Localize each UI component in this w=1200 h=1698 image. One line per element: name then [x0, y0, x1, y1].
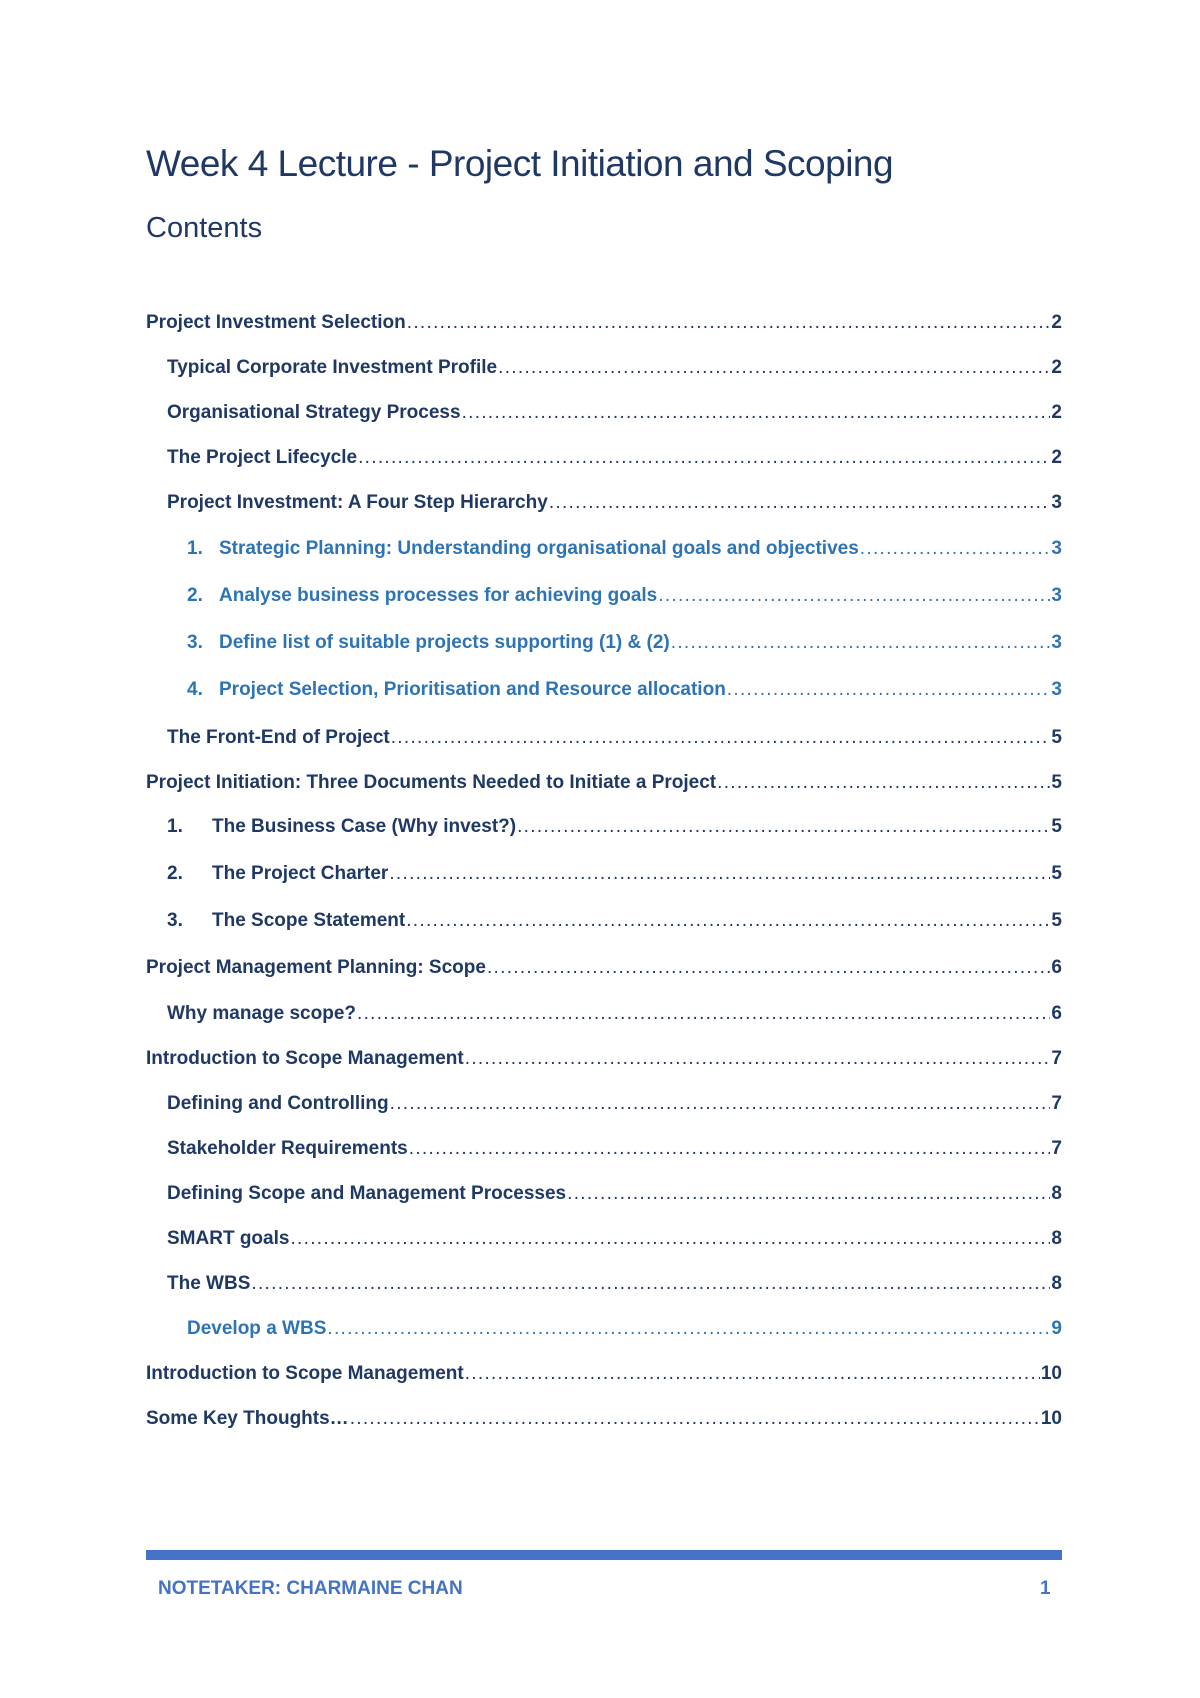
toc-entry-page: 3	[1051, 632, 1062, 653]
toc-leader	[391, 727, 1051, 749]
toc-entry-text: The Business Case (Why invest?)	[212, 816, 517, 837]
toc-entry-page: 5	[1051, 863, 1062, 884]
toc-entry-text: Stakeholder Requirements	[167, 1138, 408, 1159]
toc-entry-text: Organisational Strategy Process	[167, 402, 461, 423]
toc-leader	[462, 402, 1051, 424]
toc-entry-page: 7	[1051, 1138, 1062, 1159]
toc-leader	[357, 1003, 1050, 1025]
toc-entry-page: 5	[1051, 910, 1062, 931]
toc-entry-text: Why manage scope?	[167, 1003, 356, 1024]
toc-entry[interactable]	[146, 1363, 1062, 1389]
toc-leader	[465, 1363, 1040, 1385]
toc-leader	[327, 1318, 1050, 1340]
toc-entry-page: 6	[1051, 957, 1062, 978]
toc-entry-page: 3	[1051, 538, 1062, 559]
toc-entry-text: The Scope Statement	[212, 910, 406, 931]
toc-leader	[671, 632, 1051, 654]
toc-entry-page: 3	[1051, 585, 1062, 606]
toc-entry-text: Project Investment Selection	[146, 312, 406, 333]
toc-entry-text: Project Management Planning: Scope	[146, 957, 486, 978]
toc-entry-page: 9	[1051, 1318, 1062, 1339]
toc-leader	[727, 679, 1051, 701]
toc-entry-page: 2	[1051, 357, 1062, 378]
toc-leader	[567, 1183, 1050, 1205]
toc-entry-text: Define list of suitable projects supporting (1) & (2)	[219, 632, 670, 653]
toc-entry-text: SMART goals	[167, 1228, 290, 1249]
toc-leader	[658, 585, 1050, 607]
toc-entry[interactable]	[187, 585, 1062, 611]
toc-entry-number: 2.	[187, 585, 203, 606]
toc-entry-page: 8	[1051, 1228, 1062, 1249]
toc-entry[interactable]	[146, 957, 1062, 983]
toc-entry-text: The WBS	[167, 1273, 251, 1294]
toc-entry-page: 3	[1051, 679, 1062, 700]
toc-entry[interactable]	[167, 402, 1062, 428]
toc-entry[interactable]	[167, 447, 1062, 473]
toc-entry[interactable]	[146, 1408, 1062, 1434]
toc-entry-text: Defining Scope and Management Processes	[167, 1183, 567, 1204]
footer-notetaker: NOTETAKER: CHARMAINE CHAN	[158, 1578, 463, 1599]
toc-leader	[409, 1138, 1051, 1160]
toc-entry[interactable]	[146, 1048, 1062, 1074]
toc-entry[interactable]	[146, 312, 1062, 338]
footer-rule	[146, 1550, 1062, 1560]
toc-entry-text: Strategic Planning: Understanding organisational goals and objectives	[219, 538, 859, 559]
toc-entry-number: 3.	[167, 910, 183, 931]
toc-entry-page: 3	[1051, 492, 1062, 513]
toc-entry-page: 8	[1051, 1183, 1062, 1204]
toc-entry-page: 5	[1051, 727, 1062, 748]
toc-entry[interactable]	[187, 632, 1062, 658]
toc-entry[interactable]	[167, 1003, 1062, 1029]
toc-entry-number: 1.	[167, 816, 183, 837]
toc-leader	[390, 1093, 1051, 1115]
toc-entry-number: 3.	[187, 632, 203, 653]
toc-entry-text: Develop a WBS	[187, 1318, 327, 1339]
toc-entry-text: Some Key Thoughts…	[146, 1408, 349, 1429]
toc-entry[interactable]	[167, 1093, 1062, 1119]
toc-leader	[389, 863, 1050, 885]
contents-heading: Contents	[146, 212, 263, 244]
toc-entry[interactable]	[167, 1138, 1062, 1164]
toc-entry-text: Analyse business processes for achieving goals	[219, 585, 658, 606]
toc-entry-page: 10	[1040, 1408, 1062, 1429]
toc-entry[interactable]	[167, 357, 1062, 383]
toc-leader	[358, 447, 1050, 469]
toc-entry-page: 2	[1051, 312, 1062, 333]
toc-leader	[517, 816, 1050, 838]
toc-entry-page: 10	[1040, 1363, 1062, 1384]
toc-entry-text: Project Initiation: Three Documents Needed to Initiate a Project	[146, 772, 717, 793]
toc-leader	[406, 910, 1050, 932]
toc-entry-page: 5	[1051, 816, 1062, 837]
toc-leader	[860, 538, 1051, 560]
table-of-contents	[146, 0, 1062, 1698]
toc-entry-page: 6	[1051, 1003, 1062, 1024]
toc-entry[interactable]	[167, 816, 1062, 842]
toc-entry[interactable]	[187, 1318, 1062, 1344]
toc-leader	[290, 1228, 1050, 1250]
toc-entry-page: 8	[1051, 1273, 1062, 1294]
toc-leader	[251, 1273, 1050, 1295]
toc-entry-text: Introduction to Scope Management	[146, 1363, 464, 1384]
page-title: Week 4 Lecture - Project Initiation and Scoping	[146, 143, 894, 184]
toc-entry-text: Introduction to Scope Management	[146, 1048, 464, 1069]
toc-entry-number: 1.	[187, 538, 203, 559]
toc-entry-page: 2	[1051, 402, 1062, 423]
toc-leader	[717, 772, 1050, 794]
toc-entry-text: The Project Lifecycle	[167, 447, 358, 468]
toc-leader	[487, 957, 1050, 979]
toc-entry-page: 2	[1051, 447, 1062, 468]
toc-entry-number: 4.	[187, 679, 203, 700]
toc-entry[interactable]	[187, 538, 1062, 564]
toc-leader	[465, 1048, 1051, 1070]
toc-entry-text: The Front-End of Project	[167, 727, 390, 748]
toc-entry-number: 2.	[167, 863, 183, 884]
toc-leader	[498, 357, 1050, 379]
toc-entry[interactable]	[167, 727, 1062, 753]
toc-leader	[407, 312, 1051, 334]
toc-entry[interactable]	[187, 679, 1062, 705]
toc-entry-text: Defining and Controlling	[167, 1093, 389, 1114]
toc-entry[interactable]	[167, 1273, 1062, 1299]
toc-entry-text: Typical Corporate Investment Profile	[167, 357, 498, 378]
footer-page-number: 1	[1040, 1578, 1051, 1599]
toc-entry[interactable]	[167, 910, 1062, 936]
toc-entry-page: 7	[1051, 1093, 1062, 1114]
toc-entry[interactable]	[167, 863, 1062, 889]
toc-entry[interactable]	[167, 1228, 1062, 1254]
toc-entry-text: The Project Charter	[212, 863, 389, 884]
toc-entry-text: Project Investment: A Four Step Hierarchy	[167, 492, 548, 513]
toc-leader	[350, 1408, 1040, 1430]
toc-entry[interactable]	[167, 1183, 1062, 1209]
toc-entry[interactable]	[167, 492, 1062, 518]
toc-entry-page: 5	[1051, 772, 1062, 793]
toc-entry-text: Project Selection, Prioritisation and Resource allocation	[219, 679, 726, 700]
toc-entry-page: 7	[1051, 1048, 1062, 1069]
toc-entry[interactable]	[146, 772, 1062, 798]
toc-leader	[549, 492, 1051, 514]
